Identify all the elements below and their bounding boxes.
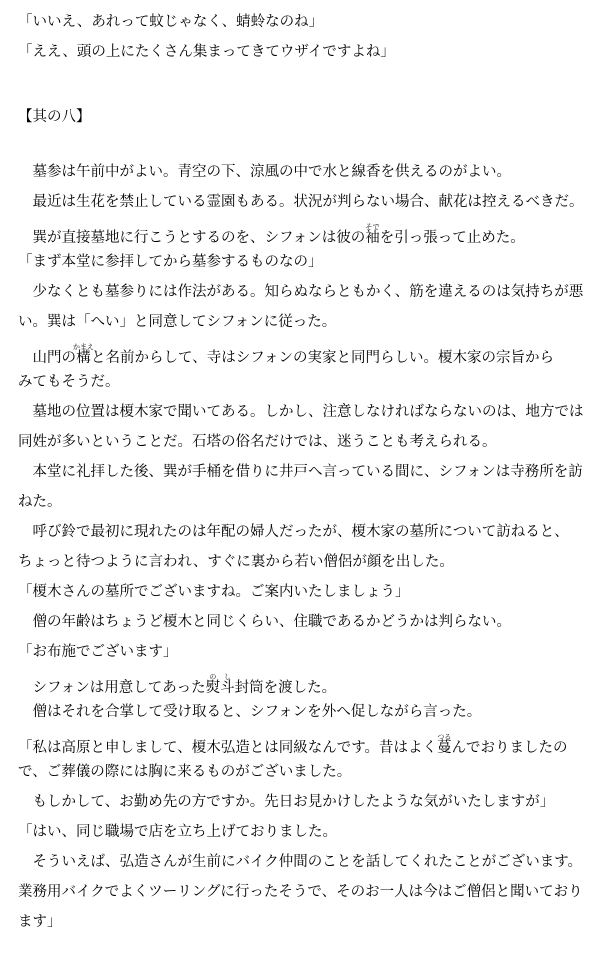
text-segment: 封筒を渡した。 [234, 680, 337, 696]
text-line [18, 553, 454, 571]
text-segment: 業務用バイクでよくツーリングに行ったそうで、そのお一人は今はご僧侶と聞いており [18, 884, 583, 900]
text-segment: 呼び鈴で最初に現れたのは年配の婦人だったが、榎木家の墓所について訪ねると、 [18, 524, 569, 540]
ruby-reading: のし [205, 673, 235, 681]
text-line [18, 613, 511, 631]
text-segment: 少なくとも墓参りには作法がある。知らぬならともかく、筋を違えるのは気持ちが悪 [18, 284, 584, 300]
text-segment: 「はい、同じ職場で店を立ち上げておりました。 [18, 824, 337, 840]
text-line [18, 313, 336, 331]
text-line [18, 703, 481, 721]
text-segment: 「まず本堂に参拝してから墓参するものなの」 [18, 254, 323, 270]
text-line [18, 673, 337, 696]
ruby-annotated-word [73, 343, 94, 366]
text-line [18, 583, 410, 601]
text-segment: もしかして、お勤め先の方ですか。先日お見かけしたような気がいたしますが」 [18, 794, 555, 810]
text-line [18, 523, 569, 541]
text-segment: シフォンは用意してあった [18, 680, 206, 696]
text-line [18, 883, 583, 901]
text-line [18, 463, 583, 481]
text-segment: 墓参は午前中がよい。青空の下、涼風の中で水と線香を供えるのがよい。 [18, 164, 511, 180]
text-segment: 山門の [18, 350, 76, 366]
text-segment: 「榎木さんの墓所でございますね。ご案内いたしましょう」 [18, 584, 410, 600]
text-segment: と名前からして、寺はシフォンの実家と同門らしい。榎木家の宗旨から [91, 350, 554, 366]
text-line [18, 193, 584, 211]
text-line [18, 823, 337, 841]
ruby-reading: つる [437, 733, 452, 741]
text-line [18, 283, 583, 301]
ruby-annotated-word [437, 733, 452, 756]
text-segment: 「お布施でございます」 [18, 644, 178, 660]
text-line [18, 493, 62, 511]
text-segment: 「私は高原と申しまして、榎木弘造とは同級なんです。昔はよく [18, 740, 438, 756]
text-segment: 僧の年齢はちょうど榎木と同じくらい、住職であるかどうかは判らない。 [18, 614, 511, 630]
ruby-base: 袖 [365, 230, 380, 246]
text-segment: ねた。 [18, 494, 62, 510]
ruby-annotated-word [365, 223, 380, 246]
text-line [18, 108, 91, 126]
ruby-base: 構 [73, 350, 94, 366]
text-segment: 同姓が多いということだ。石塔の俗名だけでは、迷うことも考えられる。 [18, 434, 497, 450]
text-line [18, 643, 178, 661]
ruby-reading: かまえ [73, 343, 94, 351]
ruby-base: 蔓 [437, 740, 452, 756]
ruby-reading: そで [365, 223, 380, 231]
text-segment: んでおりましたの [451, 740, 568, 756]
text-line [18, 163, 511, 181]
text-segment: 巽が直接墓地に行こうとするのを、シフォンは彼の [18, 230, 366, 246]
text-segment: 僧はそれを合掌して受け取ると、シフォンを外へ促しながら言った。 [18, 704, 482, 720]
text-line [18, 343, 554, 366]
text-line [18, 253, 323, 271]
text-line [18, 433, 497, 451]
text-segment: ちょっと待つように言われ、すぐに裏から若い僧侶が顔を出した。 [18, 554, 454, 570]
text-segment: 本堂に礼拝した後、巽が手桶を借りに井戸へ言っている間に、シフォンは寺務所を訪 [18, 464, 583, 480]
text-segment: 【其の八】 [18, 109, 91, 125]
text-line [18, 403, 584, 421]
text-segment: 墓地の位置は榎木家で聞いてある。しかし、注意しなければならないのは、地方では [18, 404, 584, 420]
text-segment: を引っ張って止めた。 [379, 230, 525, 246]
text-line [18, 223, 525, 246]
text-segment: そういえば、弘造さんが生前にバイク仲間のことを話してくれたことがございます。 [18, 854, 583, 870]
text-segment: い。巽は「へい」と同意してシフォンに従った。 [18, 314, 337, 330]
text-line [18, 793, 554, 811]
ruby-base: 熨斗 [205, 680, 235, 696]
text-segment: で、ご葬儀の際には胸に来るものがございました。 [18, 764, 352, 780]
text-line [18, 43, 395, 61]
text-segment: 「いいえ、あれって蚊じゃなく、蜻蛉なのね」 [18, 14, 324, 30]
text-segment: 最近は生花を禁止している霊園もある。状況が判らない場合、献花は控えるべきだ。 [18, 194, 584, 210]
text-line [18, 373, 120, 391]
text-line [18, 733, 568, 756]
text-segment: みてもそうだ。 [18, 374, 120, 390]
text-segment: 「ええ、頭の上にたくさん集まってきてウザイですよね」 [18, 44, 395, 60]
text-line [18, 763, 351, 781]
ruby-annotated-word [205, 673, 235, 696]
text-line [18, 913, 62, 931]
text-line [18, 853, 582, 871]
text-line [18, 13, 323, 31]
text-segment: ます」 [18, 914, 62, 930]
